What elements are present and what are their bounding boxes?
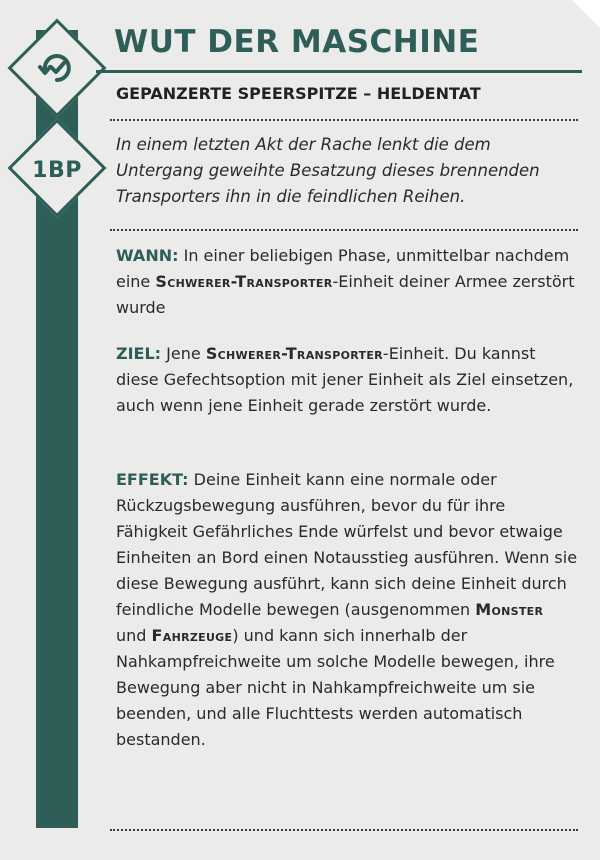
flavor-text: In einem letzten Akt der Rache lenkt die dem Untergang geweihte Besatzung dieses brennenden Transporters ihn in die feindlichen Reihen.: [116, 135, 540, 206]
dotted-divider: [110, 119, 578, 121]
keyword: Fahrzeuge: [151, 626, 233, 645]
when-section: [116, 243, 578, 321]
dotted-divider: [110, 829, 578, 831]
title-divider: [96, 70, 582, 73]
refresh-check-icon: [25, 36, 89, 100]
target-label: ZIEL:: [116, 344, 162, 363]
effect-label: EFFEKT:: [116, 470, 189, 489]
cut-corner: [572, 0, 600, 28]
when-text: -Einheit deiner Armee zerstört wurde: [116, 272, 575, 317]
cost-label: 1BP: [32, 157, 82, 183]
effect-text: Deine Einheit kann eine normale oder Rückzugsbewegung ausführen, bevor du für ihre Fähigkeit Gefährliches Ende würfelst und bevor etwaige Einheiten an Bord einen Notausstieg ausführen. Wenn sie diese Bewegung ausführt, kann sich deine Einheit durch feindliche Modelle bewegen (ausgenommen: [116, 470, 578, 619]
keyword: Monster: [475, 600, 544, 619]
when-label: WANN:: [116, 246, 179, 265]
card-subtitle: GEPANZERTE SPEERSPITZE – HELDENTAT: [116, 84, 481, 103]
target-text: -Einheit. Du kannst diese Gefechtsoption mit jener Einheit als Ziel einsetzen, auch wenn jene Einheit gerade zerstört wurde.: [116, 344, 574, 415]
when-text: In einer beliebigen Phase, unmittelbar nachdem eine: [116, 246, 570, 291]
card-title: WUT DER MASCHINE: [114, 24, 480, 60]
keyword: Schwerer-Transporter: [155, 272, 333, 291]
dotted-divider: [110, 229, 578, 231]
effect-section: [116, 467, 578, 753]
target-section: [116, 341, 578, 419]
target-text: Jene: [166, 344, 201, 363]
effect-text: und: [116, 626, 147, 645]
effect-text: ) und kann sich innerhalb der Nahkampfreichweite um solche Modelle bewegen, ihre Bewegung aber nicht in Nahkampfreichweite um sie beenden, und alle Fluchttests werden automatisch bestanden.: [116, 626, 555, 749]
keyword: Schwerer-Transporter: [205, 344, 383, 363]
